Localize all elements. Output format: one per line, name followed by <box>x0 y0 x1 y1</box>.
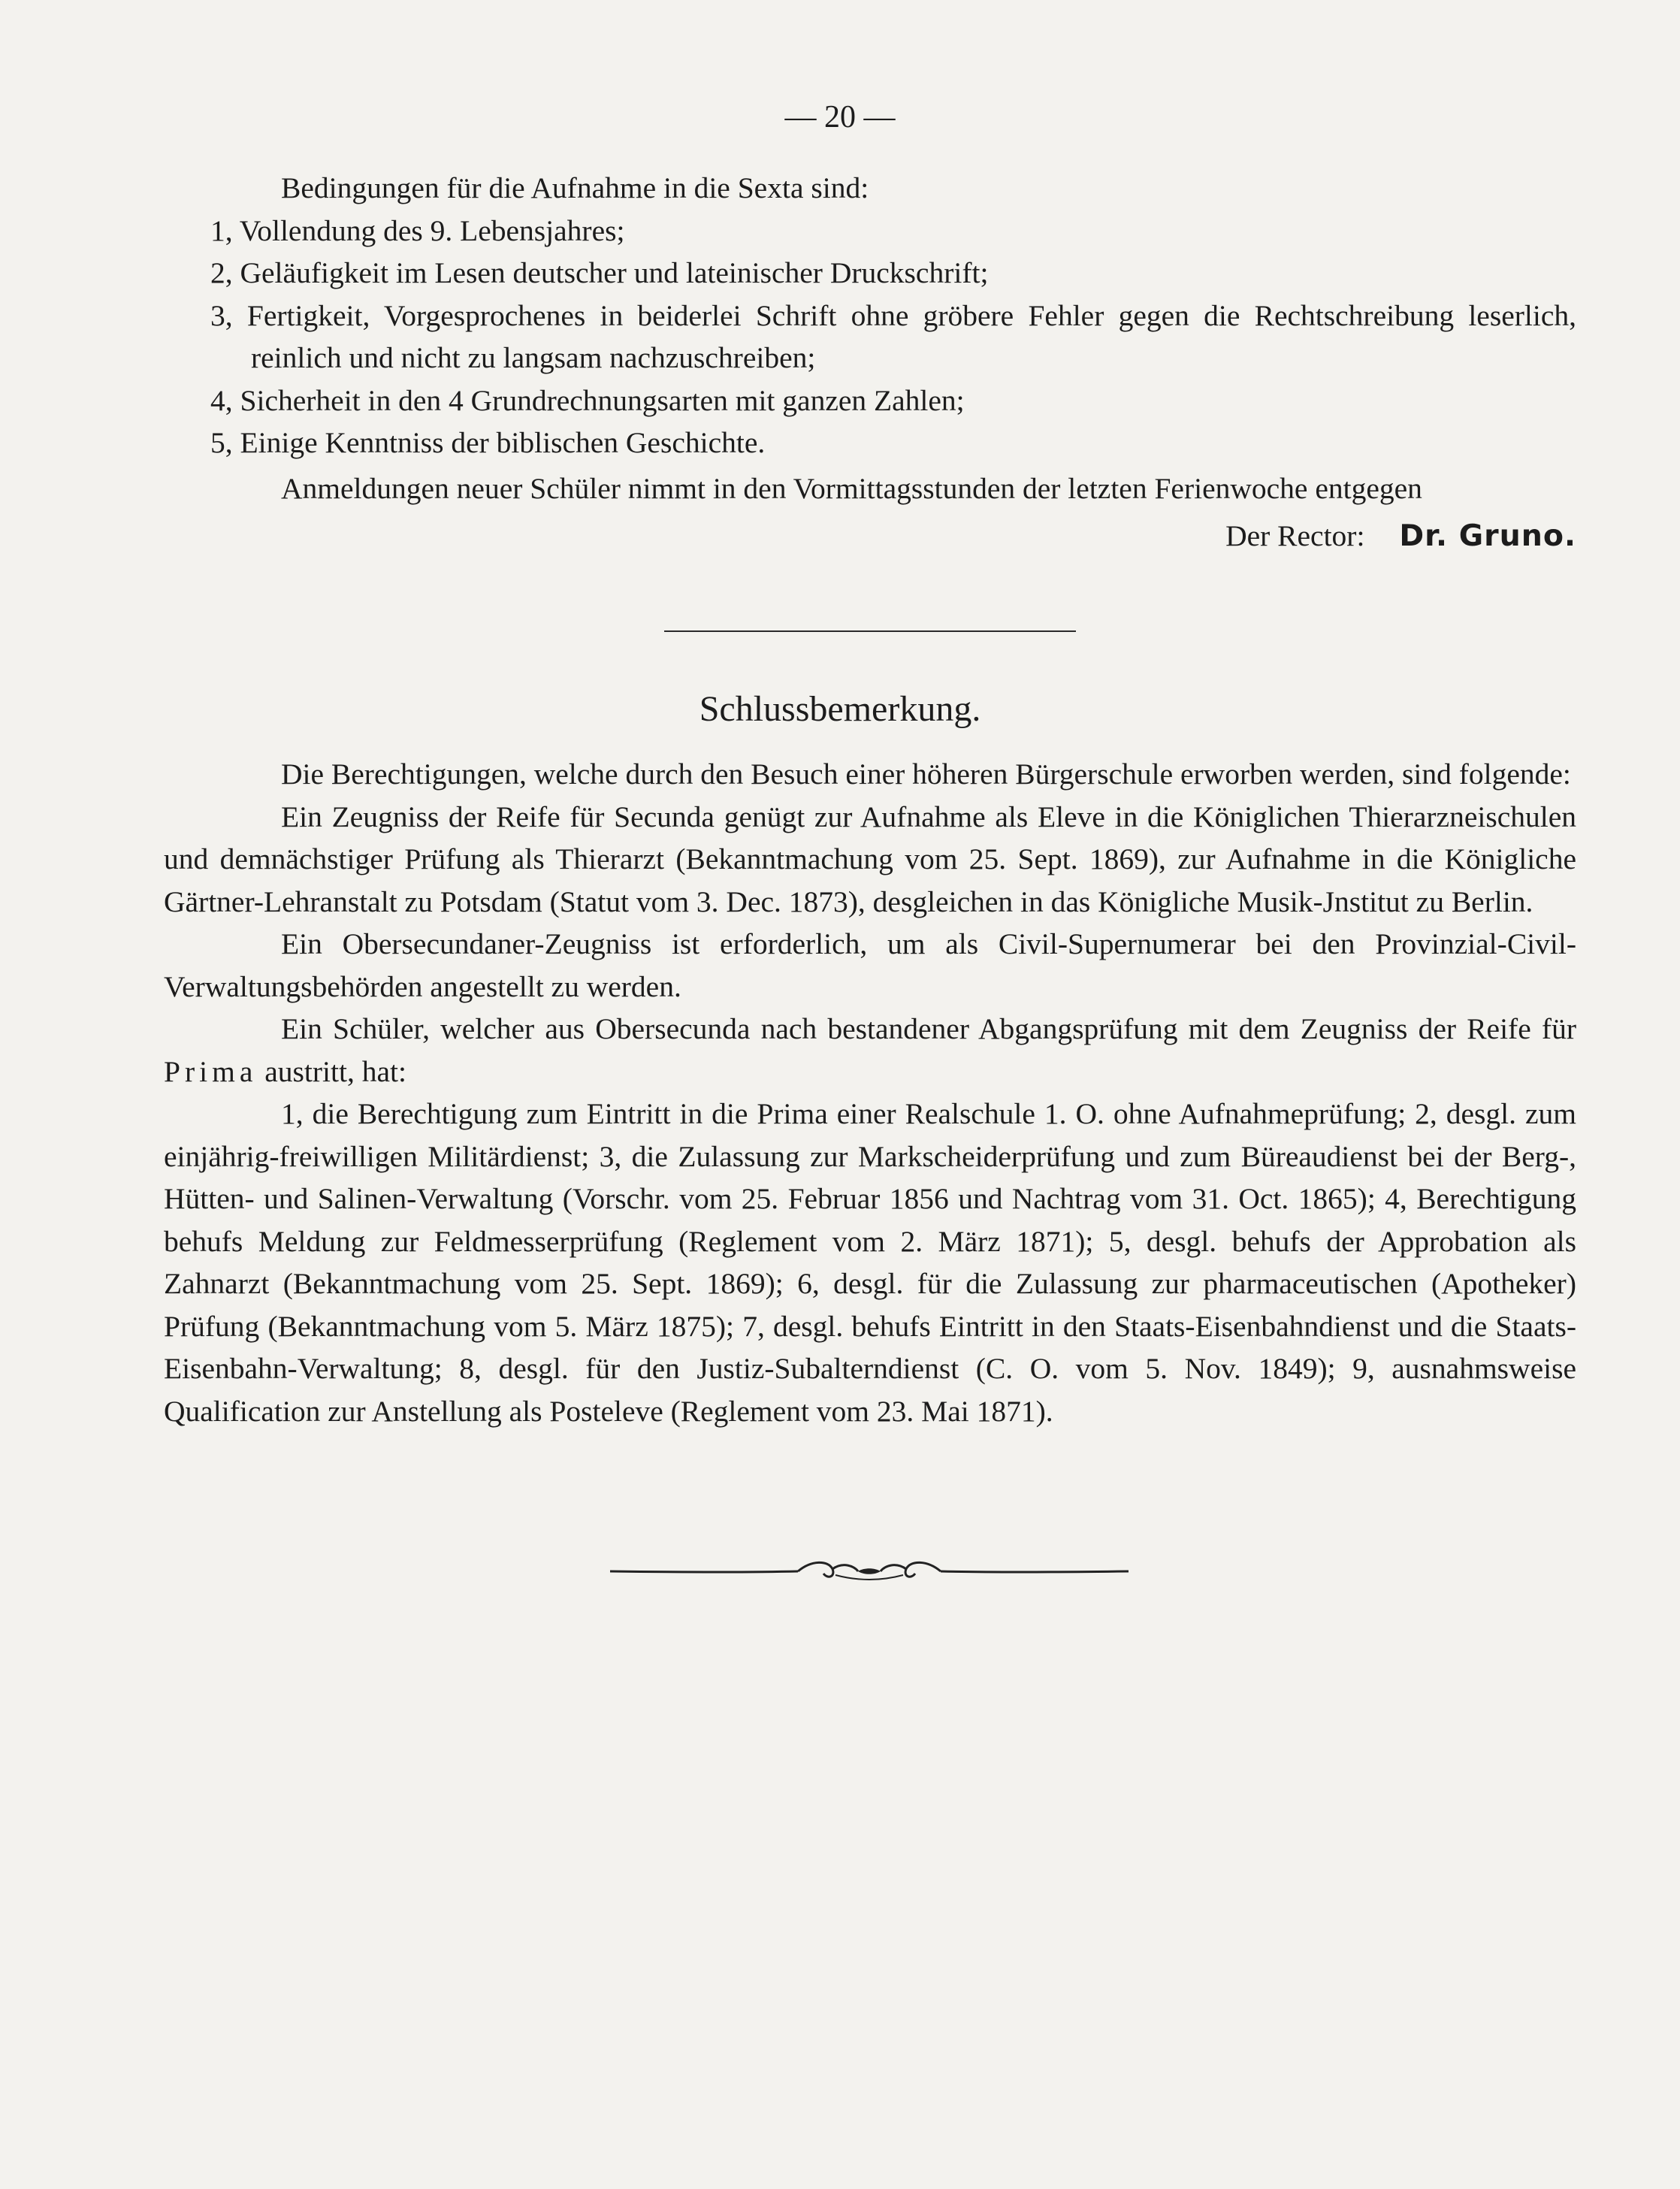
paragraph: Ein Obersecundaner-Zeugniss ist erforderlich, um als Civil-Supernumerar bei den Provinzial-Civil-Verwaltungsbehörden angestellt zu werden. <box>164 927 1576 1003</box>
section-divider-rule <box>664 630 1076 632</box>
condition-item: 5, Einige Kenntniss der biblischen Geschichte. <box>210 426 766 459</box>
paragraph-text: austritt, hat: <box>264 1054 406 1088</box>
registration-text: Anmeldungen neuer Schüler nimmt in den Vormittagsstunden der letzten Ferienwoche entgegen <box>281 472 1422 505</box>
signature-name: Dr. Gruno. <box>1399 518 1576 553</box>
registration-section <box>164 467 1576 557</box>
section-heading: Schlussbemerkung. <box>699 689 981 729</box>
condition-item: 4, Sicherheit in den 4 Grundrechnungsarten mit ganzen Zahlen; <box>210 383 965 417</box>
spaced-word-prima: Prima <box>164 1054 258 1088</box>
condition-item: 2, Geläufigkeit im Lesen deutscher und lateinischer Druckschrift; <box>210 256 989 289</box>
admission-intro: Bedingungen für die Aufnahme in die Sexta sind: <box>281 171 869 204</box>
paragraph-text: Ein Schüler, welcher aus Obersecunda nach bestandener Abgangsprüfung mit dem Zeugniss der Reife für <box>281 1012 1576 1045</box>
paragraph <box>164 1008 1576 1093</box>
condition-item: 3, Fertigkeit, Vorgesprochenes in beiderlei Schrift ohne gröbere Fehler gegen die Rechtschreibung leserlich, reinlich und nicht zu langsam nachzuschreiben; <box>210 298 1576 374</box>
page-number: — 20 — <box>784 100 896 135</box>
ornament-divider <box>610 1553 1129 1590</box>
admission-section <box>164 167 1576 464</box>
closing-remarks <box>164 753 1576 1432</box>
signature-label: Der Rector: <box>1225 519 1365 552</box>
paragraph: 1, die Berechtigung zum Eintritt in die Prima einer Realschule 1. O. ohne Aufnahmeprüfung; 2, desgl. zum einjährig-freiwilligen Militärdienst; 3, die Zulassung zur Markscheiderprüfung und zum Büreaudienst bei der Berg-, Hütten- und Salinen-Verwaltung (Vorschr. vom 25. Februar 1856 und Nachtrag vom 31. Oct. 1865); 4, Berechtigung behufs Meldung zur Feldmesserprüfung (Reglement vom 2. März 1871); 5, desgl. behufs der Approbation als Zahnarzt (Bekanntmachung vom 25. Sept. 1869); 6, desgl. für die Zulassung zur pharmaceutischen (Apotheker) Prüfung (Bekanntmachung vom 5. März 1875); 7, desgl. behufs Eintritt in den Staats-Eisenbahndienst und die Staats-Eisenbahn-Verwaltung; 8, desgl. für den Justiz-Subalterndienst (C. O. vom 5. Nov. 1849); 9, ausnahmsweise Qualification zur Anstellung als Posteleve (Reglement vom 23. Mai 1871). <box>164 1097 1576 1428</box>
condition-item: 1, Vollendung des 9. Lebensjahres; <box>210 213 625 247</box>
signature <box>164 515 1576 558</box>
paragraph: Ein Zeugniss der Reife für Secunda genügt zur Aufnahme als Eleve in die Königlichen Thierarzneischulen und demnächstiger Prüfung als Thierarzt (Bekanntmachung vom 25. Sept. 1869), zur Aufnahme in die Königliche Gärtner-Lehranstalt zu Potsdam (Statut vom 3. Dec. 1873), desgleichen in das Königliche Musik-Jnstitut zu Berlin. <box>164 800 1576 918</box>
paragraph: Die Berechtigungen, welche durch den Besuch einer höheren Bürgerschule erworben werden, sind folgende: <box>281 757 1571 791</box>
